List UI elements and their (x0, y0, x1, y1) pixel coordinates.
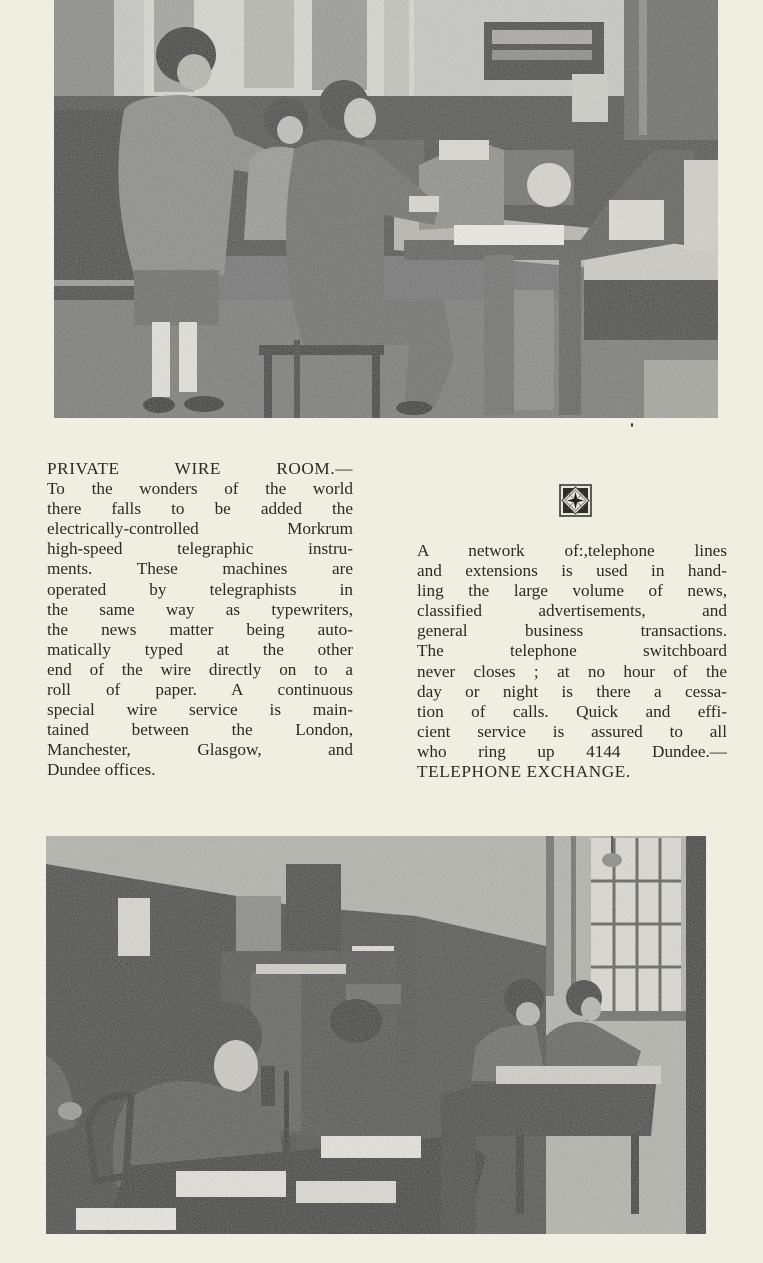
private-wire-room-photo (54, 0, 718, 418)
caption-line: tained between the London, (47, 720, 353, 740)
caption-line: matically typed at the other (47, 639, 353, 659)
telephone-exchange-illustration (46, 836, 706, 1234)
caption-line: ling the large volume of news, (417, 581, 727, 601)
caption-line: special wire service is main- (47, 700, 353, 720)
caption-line: PRIVATE WIRE ROOM.— (47, 459, 353, 478)
caption-line: and extensions is used in hand- (417, 561, 727, 581)
private-wire-room-caption (47, 459, 353, 781)
caption-line: day or night is there a cessa- (417, 681, 727, 701)
caption-line: there falls to be added the (47, 499, 353, 519)
caption-line: tion of calls. Quick and effi- (417, 701, 727, 721)
caption-line: A network of:,telephone lines (417, 541, 727, 560)
caption-line: end of the wire directly on to a (47, 659, 353, 679)
caption-line: never closes ; at no hour of the (417, 661, 727, 681)
caption-line: Manchester, Glasgow, and (47, 740, 353, 760)
caption-line: ments. These machines are (47, 559, 353, 579)
caption-line: high-speed telegraphic instru- (47, 539, 353, 559)
caption-line: Dundee offices. (47, 760, 156, 780)
private-wire-room-illustration (54, 0, 718, 418)
caption-line: classified advertisements, and (417, 601, 727, 621)
telephone-exchange-caption (417, 541, 727, 782)
telephone-exchange-photo (46, 836, 706, 1234)
caption-line: the same way as typewriters, (47, 599, 353, 619)
caption-line: the news matter being auto- (47, 619, 353, 639)
caption-line: cient service is assured to all (417, 721, 727, 741)
caption-line: who ring up 4144 Dundee.— (417, 741, 727, 761)
caption-line: The telephone switchboard (417, 641, 727, 661)
caption-line: TELEPHONE EXCHANGE. (417, 762, 631, 782)
caption-line: operated by telegraphists in (47, 579, 353, 599)
caption-line: To the wonders of the world (47, 479, 353, 499)
caption-line: electrically-controlled Morkrum (47, 519, 353, 539)
caption-line: roll of paper. A continuous (47, 680, 353, 700)
caption-line: general business transactions. (417, 621, 727, 641)
print-speck (631, 423, 633, 427)
decorative-star-ornament-icon (559, 484, 592, 517)
